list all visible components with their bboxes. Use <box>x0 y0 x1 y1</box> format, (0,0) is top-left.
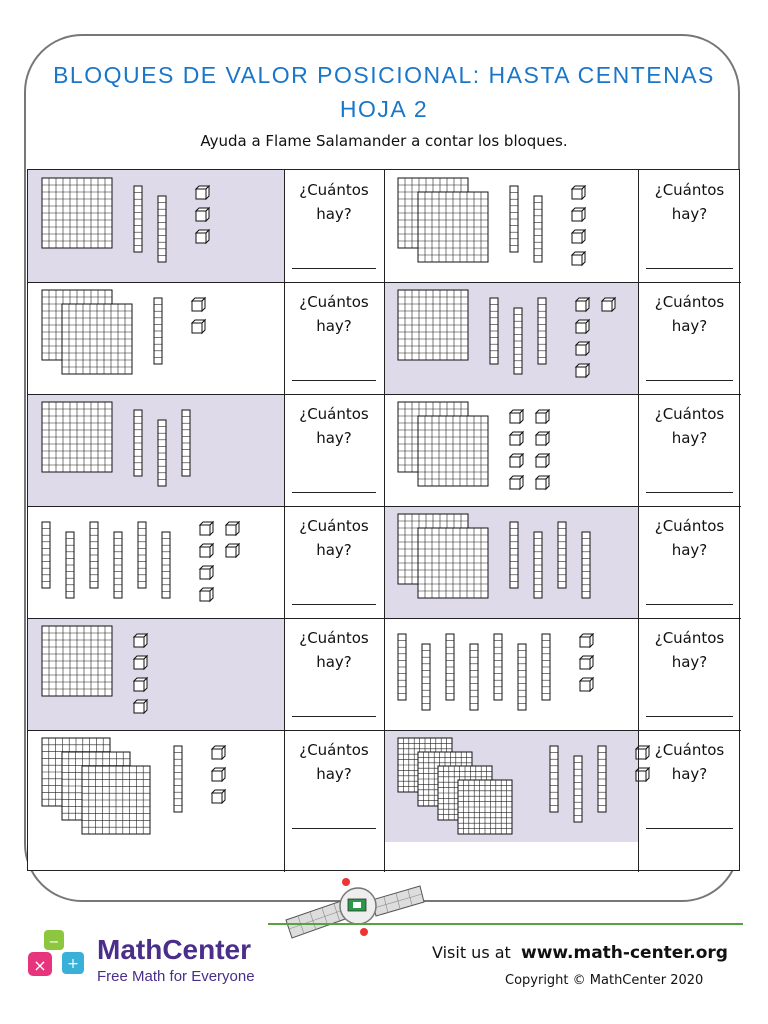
question-line-2: hay? <box>316 429 352 447</box>
grid-row-divider <box>28 394 741 395</box>
grid-row-divider <box>28 506 741 507</box>
question-text <box>284 626 384 674</box>
question-line-1: ¿Cuántos <box>299 741 369 759</box>
question-line-2: hay? <box>316 765 352 783</box>
one-cube-icon <box>192 320 205 333</box>
ten-rod-icon <box>534 532 542 598</box>
problem-blocks-cell <box>28 394 284 506</box>
answer-blank[interactable] <box>292 268 376 269</box>
ten-rod-icon <box>174 746 182 812</box>
svg-text:−: − <box>48 935 60 950</box>
problem-blocks-cell <box>384 506 638 618</box>
grid-column-divider <box>384 170 385 872</box>
question-text <box>638 514 741 562</box>
instructions: Ayuda a Flame Salamander a contar los bloques. <box>200 132 568 150</box>
hundred-flat-icon <box>458 780 512 834</box>
problem-blocks-cell <box>28 730 284 842</box>
one-cube-icon <box>134 656 147 669</box>
one-cube-icon <box>536 454 549 467</box>
hundred-flat-icon <box>418 192 488 262</box>
ten-rod-icon <box>134 186 142 252</box>
ten-rod-icon <box>510 522 518 588</box>
question-line-2: hay? <box>316 317 352 335</box>
one-cube-icon <box>580 656 593 669</box>
one-cube-icon <box>134 634 147 647</box>
ten-rod-icon <box>446 634 454 700</box>
place-value-blocks <box>28 730 284 842</box>
ten-rod-icon <box>558 522 566 588</box>
ten-rod-icon <box>518 644 526 710</box>
ten-rod-icon <box>534 196 542 262</box>
one-cube-icon <box>580 634 593 647</box>
ten-rod-icon <box>582 532 590 598</box>
one-cube-icon <box>200 522 213 535</box>
ten-rod-icon <box>90 522 98 588</box>
question-cell <box>638 506 741 618</box>
place-value-blocks <box>28 618 284 730</box>
svg-text:×: × <box>33 956 47 975</box>
question-line-1: ¿Cuántos <box>654 741 725 759</box>
answer-blank[interactable] <box>646 716 733 717</box>
question-text <box>638 178 741 226</box>
worksheet-title: BLOQUES DE VALOR POSICIONAL: HASTA CENTENAS <box>53 62 715 88</box>
website-link[interactable]: www.math-center.org <box>521 943 728 963</box>
question-line-1: ¿Cuántos <box>299 293 369 311</box>
question-line-2: hay? <box>316 205 352 223</box>
one-cube-icon <box>536 476 549 489</box>
one-cube-icon <box>576 320 589 333</box>
ten-rod-icon <box>510 186 518 252</box>
question-line-2: hay? <box>316 653 352 671</box>
problem-blocks-cell <box>28 170 284 282</box>
one-cube-icon <box>510 432 523 445</box>
place-value-blocks <box>384 394 638 506</box>
ten-rod-icon <box>114 532 122 598</box>
question-line-1: ¿Cuántos <box>654 517 725 535</box>
mathcenter-logo-icon <box>26 928 90 984</box>
question-line-1: ¿Cuántos <box>654 629 725 647</box>
question-cell <box>284 506 384 618</box>
question-cell <box>284 282 384 394</box>
ten-rod-icon <box>550 746 558 812</box>
satellite-mascot-icon <box>284 872 434 942</box>
one-cube-icon <box>510 410 523 423</box>
one-cube-icon <box>200 544 213 557</box>
copyright: Copyright © MathCenter 2020 <box>505 973 704 988</box>
grid-column-divider <box>638 170 639 872</box>
hundred-flat-icon <box>398 290 468 360</box>
ten-rod-icon <box>398 634 406 700</box>
question-text <box>284 738 384 786</box>
question-text <box>638 738 741 786</box>
problem-blocks-cell <box>384 618 638 730</box>
question-cell <box>284 618 384 730</box>
place-value-blocks <box>28 506 284 618</box>
question-text <box>638 290 741 338</box>
ten-rod-icon <box>470 644 478 710</box>
one-cube-icon <box>134 700 147 713</box>
hundred-flat-icon <box>42 402 112 472</box>
answer-blank[interactable] <box>292 828 376 829</box>
place-value-blocks <box>384 618 638 730</box>
place-value-blocks <box>384 506 638 618</box>
question-text <box>284 514 384 562</box>
one-cube-icon <box>572 252 585 265</box>
problem-blocks-cell <box>28 282 284 394</box>
question-line-1: ¿Cuántos <box>299 629 369 647</box>
ten-rod-icon <box>158 420 166 486</box>
place-value-blocks <box>384 170 638 282</box>
one-cube-icon <box>572 208 585 221</box>
question-line-2: hay? <box>671 317 708 335</box>
problem-blocks-cell <box>384 394 638 506</box>
one-cube-icon <box>192 298 205 311</box>
answer-blank[interactable] <box>646 604 733 605</box>
ten-rod-icon <box>182 410 190 476</box>
one-cube-icon <box>196 186 209 199</box>
hundred-flat-icon <box>418 416 488 486</box>
one-cube-icon <box>510 454 523 467</box>
ten-rod-icon <box>162 532 170 598</box>
hundred-flat-icon <box>42 626 112 696</box>
answer-blank[interactable] <box>292 380 376 381</box>
one-cube-icon <box>212 790 225 803</box>
question-text <box>284 402 384 450</box>
one-cube-icon <box>572 230 585 243</box>
brand-name: MathCenter <box>97 934 252 965</box>
ten-rod-icon <box>138 522 146 588</box>
place-value-blocks <box>384 730 638 842</box>
ten-rod-icon <box>66 532 74 598</box>
one-cube-icon <box>580 678 593 691</box>
question-line-1: ¿Cuántos <box>299 405 369 423</box>
question-cell <box>284 170 384 282</box>
question-text <box>638 402 741 450</box>
ten-rod-icon <box>154 298 162 364</box>
grid-column-divider <box>284 170 285 872</box>
answer-blank[interactable] <box>292 604 376 605</box>
question-cell <box>638 170 741 282</box>
question-line-2: hay? <box>671 541 708 559</box>
question-text <box>284 290 384 338</box>
question-cell <box>284 730 384 842</box>
question-line-1: ¿Cuántos <box>299 181 369 199</box>
one-cube-icon <box>602 298 615 311</box>
grid-row-divider <box>28 618 741 619</box>
place-value-blocks <box>28 394 284 506</box>
ten-rod-icon <box>42 522 50 588</box>
one-cube-icon <box>226 522 239 535</box>
ten-rod-icon <box>134 410 142 476</box>
problem-blocks-cell <box>28 618 284 730</box>
svg-text:+: + <box>67 956 79 972</box>
answer-blank[interactable] <box>646 380 733 381</box>
question-cell <box>638 394 741 506</box>
question-text <box>284 178 384 226</box>
ten-rod-icon <box>422 644 430 710</box>
question-line-1: ¿Cuántos <box>654 293 725 311</box>
problem-blocks-cell <box>384 170 638 282</box>
one-cube-icon <box>196 208 209 221</box>
visit-prefix: Visit us at <box>432 943 511 962</box>
problem-blocks-cell <box>384 730 638 842</box>
question-line-2: hay? <box>671 429 708 447</box>
ten-rod-icon <box>490 298 498 364</box>
question-line-1: ¿Cuántos <box>654 181 725 199</box>
ten-rod-icon <box>538 298 546 364</box>
grid-row-divider <box>28 730 741 731</box>
answer-blank[interactable] <box>292 492 376 493</box>
place-value-blocks <box>28 170 284 282</box>
problem-blocks-cell <box>28 506 284 618</box>
answer-blank[interactable] <box>646 268 733 269</box>
one-cube-icon <box>212 768 225 781</box>
question-line-1: ¿Cuántos <box>654 405 725 423</box>
ten-rod-icon <box>158 196 166 262</box>
question-line-2: hay? <box>316 541 352 559</box>
worksheet-subtitle: HOJA 2 <box>339 96 429 122</box>
one-cube-icon <box>226 544 239 557</box>
question-text <box>638 626 741 674</box>
place-value-blocks <box>384 282 638 394</box>
problem-blocks-cell <box>384 282 638 394</box>
one-cube-icon <box>200 566 213 579</box>
ten-rod-icon <box>574 756 582 822</box>
place-value-blocks <box>28 282 284 394</box>
problem-grid <box>27 169 740 871</box>
footer-divider <box>268 923 743 925</box>
one-cube-icon <box>576 298 589 311</box>
one-cube-icon <box>576 342 589 355</box>
hundred-flat-icon <box>62 304 132 374</box>
one-cube-icon <box>536 432 549 445</box>
ten-rod-icon <box>514 308 522 374</box>
question-line-1: ¿Cuántos <box>299 517 369 535</box>
hundred-flat-icon <box>82 766 150 834</box>
one-cube-icon <box>510 476 523 489</box>
one-cube-icon <box>576 364 589 377</box>
brand-tagline: Free Math for Everyone <box>97 968 255 985</box>
ten-rod-icon <box>598 746 606 812</box>
visit-line <box>432 943 728 963</box>
answer-blank[interactable] <box>646 828 733 829</box>
hundred-flat-icon <box>418 528 488 598</box>
one-cube-icon <box>196 230 209 243</box>
one-cube-icon <box>212 746 225 759</box>
one-cube-icon <box>572 186 585 199</box>
answer-blank[interactable] <box>292 716 376 717</box>
one-cube-icon <box>134 678 147 691</box>
ten-rod-icon <box>494 634 502 700</box>
question-line-2: hay? <box>671 205 708 223</box>
ten-rod-icon <box>542 634 550 700</box>
question-cell <box>284 394 384 506</box>
question-cell <box>638 282 741 394</box>
question-cell <box>638 618 741 730</box>
one-cube-icon <box>200 588 213 601</box>
question-line-2: hay? <box>671 765 708 783</box>
question-cell <box>638 730 741 842</box>
one-cube-icon <box>536 410 549 423</box>
hundred-flat-icon <box>42 178 112 248</box>
grid-row-divider <box>28 282 741 283</box>
question-line-2: hay? <box>671 653 708 671</box>
answer-blank[interactable] <box>646 492 733 493</box>
